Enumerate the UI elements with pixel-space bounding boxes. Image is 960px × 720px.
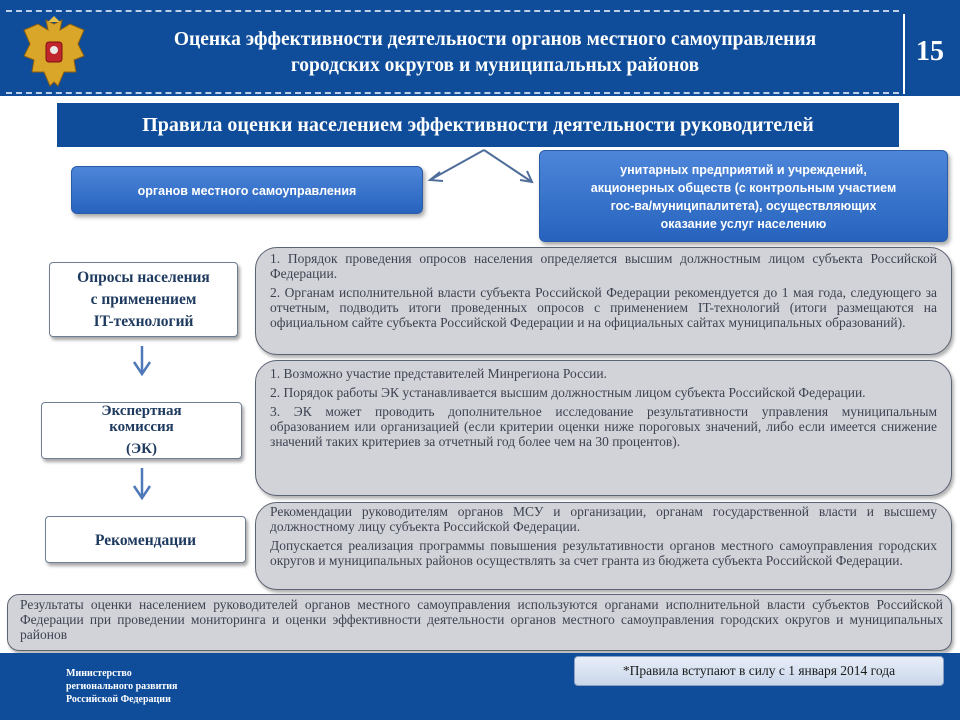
stage-line: с применением xyxy=(90,291,197,308)
ministry-line: Российской Федерации xyxy=(66,694,171,705)
detail-paragraph: 1. Порядок проведения опросов населения определяется высшим должностным лицом субъекта Российской Федерации. xyxy=(270,251,937,281)
detail-paragraph: 3. ЭК может проводить дополнительное исследование результативности управления муниципальным образованием или организацией (если критерии оценки ниже пороговых значений, либо если имеется снижение значений таких критериев за отчетный год более чем на 30 процентов). xyxy=(270,404,937,449)
branch-enterprises[interactable] xyxy=(539,150,948,242)
branch-local-government[interactable]: органов местного самоуправления xyxy=(71,166,423,214)
title-line: Оценка эффективности деятельности органов местного самоуправления xyxy=(173,29,817,50)
detail-paragraph: 2. Порядок работы ЭК устанавливается высшим должностным лицом субъекта Российской Федерации. xyxy=(270,385,866,400)
results-summary xyxy=(7,594,952,651)
stage-recommendations[interactable]: Рекомендации xyxy=(45,516,246,563)
stage-line: IT-технологий xyxy=(93,313,194,330)
stage-expert-commission[interactable] xyxy=(41,402,242,459)
slide-number: 15 xyxy=(916,36,944,67)
recommendation-details xyxy=(255,502,952,590)
survey-details xyxy=(255,247,952,355)
detail-paragraph: Допускается реализация программы повышения результативности органов местного самоуправления городских округов и муниципальных районов осуществлять за счет гранта из бюджета субъекта Российской Федерации. xyxy=(270,538,937,568)
branch-line: оказание услуг населению xyxy=(660,217,827,231)
detail-paragraph: Рекомендации руководителям органов МСУ и организации, органам государственной власти и высшему должностному лицу субъекта Российской Федерации. xyxy=(270,504,937,534)
stage-survey[interactable] xyxy=(49,262,238,337)
branch-line: гос-ва/муниципалитета), осуществляющих xyxy=(610,199,877,213)
section-banner: Правила оценки населением эффективности деятельности руководителей xyxy=(57,103,899,147)
ministry-line: регионального развития xyxy=(66,681,178,692)
detail-paragraph: 2. Органам исполнительной власти субъекта Российской Федерации рекомендуется до 1 мая года, следующего за отчетным, подводить итоги проведенных опросов с применением IT-технологий (итоги размещаются на официальном сайте субъекта Российской Федерации и на официальных сайтах муниципальных образований). xyxy=(270,285,937,330)
title-line: городских округов и муниципальных районов xyxy=(290,55,700,76)
branch-arrowhead-right xyxy=(520,171,532,182)
branch-arrow-left xyxy=(430,150,484,180)
ministry-label xyxy=(66,667,177,706)
branch-line: акционерных обществ (с контрольным участием xyxy=(590,181,897,195)
effective-date-note: *Правила вступают в силу с 1 января 2014 года xyxy=(574,656,944,686)
stage-line: Опросы населения xyxy=(77,269,210,286)
stage-line: Экспертная xyxy=(101,403,182,419)
branch-line: унитарных предприятий и учреждений, xyxy=(620,163,867,177)
ministry-line: Министерство xyxy=(66,668,132,679)
results-paragraph: Результаты оценки населением руководителей органов местного самоуправления используются органами исполнительной власти субъектов Российской Федерации при проведении мониторинга и оценки эффективности деятельности органов местного самоуправления городских округов и муниципальных районов xyxy=(20,597,943,642)
expert-details xyxy=(255,360,952,496)
stage-line: (ЭК) xyxy=(125,441,158,457)
detail-paragraph: 1. Возможно участие представителей Минрегиона России. xyxy=(270,366,607,381)
stage-line: комиссия xyxy=(109,419,174,435)
branch-arrow-right xyxy=(484,150,532,182)
